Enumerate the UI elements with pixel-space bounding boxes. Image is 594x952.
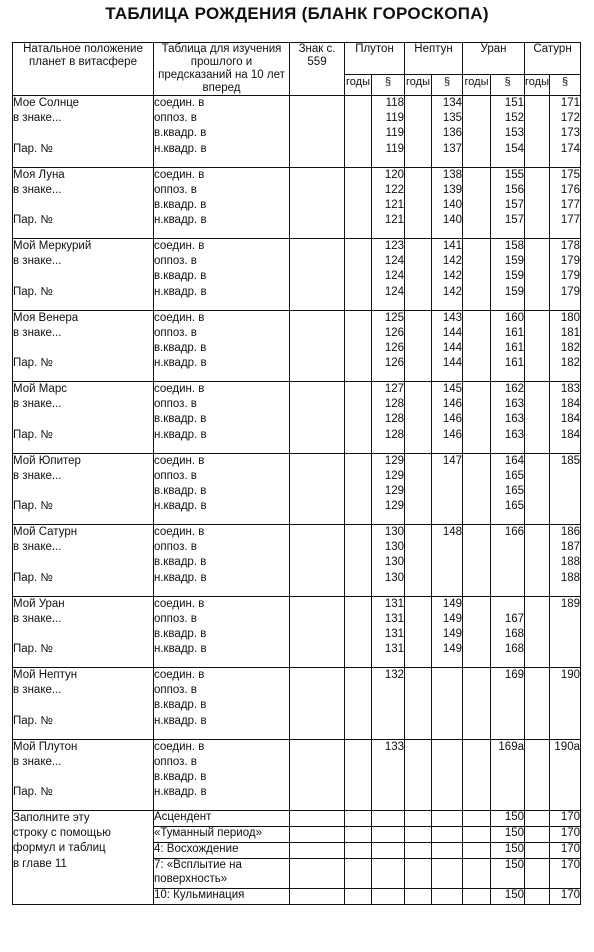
footer-instructions: Заполните эту строку с помощью формул и таблиц в главе 11 <box>13 811 154 905</box>
planet-block-row <box>13 453 581 525</box>
neptune-years-cell <box>405 843 432 859</box>
saturn-sections: 190 <box>550 668 581 740</box>
uranus-sections: 158 159 159 159 <box>491 239 525 311</box>
sign-cell <box>290 382 345 454</box>
neptune-section-cell <box>432 843 463 859</box>
neptune-years-header: годы <box>405 74 432 95</box>
neptune-years-cell <box>405 811 432 827</box>
pluto-years-cell <box>345 843 372 859</box>
neptune-sections: 149 149 149 149 <box>432 596 463 668</box>
pluto-years-cell <box>345 596 372 668</box>
sign-cell <box>290 167 345 239</box>
neptune-sections: 141 142 142 142 <box>432 239 463 311</box>
planet-label: Мой Меркурий в знаке... Пар. № <box>13 239 154 311</box>
saturn-years-cell <box>525 827 550 843</box>
pluto-years-header: годы <box>345 74 372 95</box>
planet-label: Мой Нептун в знаке... Пар. № <box>13 668 154 740</box>
uranus-section-header: § <box>491 74 525 95</box>
neptune-section-cell <box>432 889 463 905</box>
pluto-sections: 125 126 126 126 <box>372 310 405 382</box>
saturn-sections: 183 184 184 184 <box>550 382 581 454</box>
neptune-years-cell <box>405 525 432 597</box>
pluto-years-cell <box>345 811 372 827</box>
saturn-years-cell <box>525 96 550 168</box>
saturn-years-cell <box>525 859 550 889</box>
pluto-sections: 130 130 130 130 <box>372 525 405 597</box>
saturn-section-cell: 170 <box>550 843 581 859</box>
neptune-section-cell <box>432 859 463 889</box>
saturn-sections: 175 176 177 177 <box>550 167 581 239</box>
sign-cell <box>290 739 345 811</box>
planet-block-row <box>13 167 581 239</box>
sign-cell <box>290 596 345 668</box>
neptune-sections: 143 144 144 144 <box>432 310 463 382</box>
sign-cell <box>290 889 345 905</box>
uranus-sections: 169 <box>491 668 525 740</box>
pluto-years-cell <box>345 827 372 843</box>
planet-label: Моя Луна в знаке... Пар. № <box>13 167 154 239</box>
neptune-sections: 134 135 136 137 <box>432 96 463 168</box>
header-forecast-table: Таблица для изучения прошлого и предсказаний на 10 лет вперед <box>154 43 290 96</box>
pluto-section-header: § <box>372 74 405 95</box>
pluto-years-cell <box>345 382 372 454</box>
uranus-sections: 160 161 161 161 <box>491 310 525 382</box>
neptune-years-cell <box>405 889 432 905</box>
pluto-section-cell <box>372 843 405 859</box>
uranus-sections: 162 163 163 163 <box>491 382 525 454</box>
uranus-years-header: годы <box>463 74 491 95</box>
neptune-sections: 138 139 140 140 <box>432 167 463 239</box>
sign-cell <box>290 827 345 843</box>
saturn-section-cell: 170 <box>550 859 581 889</box>
neptune-section-header: § <box>432 74 463 95</box>
sign-cell <box>290 668 345 740</box>
header-pluto: Плутон <box>345 43 405 75</box>
uranus-sections: 151 152 153 154 <box>491 96 525 168</box>
aspect-list: соедин. в oппоз. в в.квадр. в н.квадр. в <box>154 596 290 668</box>
saturn-sections: 190а <box>550 739 581 811</box>
planet-label: Моя Венера в знаке... Пар. № <box>13 310 154 382</box>
neptune-years-cell <box>405 453 432 525</box>
neptune-section-cell <box>432 811 463 827</box>
planet-block-row <box>13 310 581 382</box>
planet-label: Мой Сатурн в знаке... Пар. № <box>13 525 154 597</box>
sign-cell <box>290 239 345 311</box>
header-neptune: Нептун <box>405 43 463 75</box>
footer-aspect: 7: «Всплытие на поверхность» <box>154 859 290 889</box>
uranus-years-cell <box>463 811 491 827</box>
pluto-sections: 127 128 128 128 <box>372 382 405 454</box>
uranus-years-cell <box>463 453 491 525</box>
aspect-list: соедин. в oппоз. в в.квадр. в н.квадр. в <box>154 668 290 740</box>
neptune-years-cell <box>405 827 432 843</box>
sign-cell <box>290 843 345 859</box>
planet-block-row <box>13 525 581 597</box>
uranus-years-cell <box>463 167 491 239</box>
neptune-years-cell <box>405 596 432 668</box>
pluto-sections: 133 <box>372 739 405 811</box>
uranus-years-cell <box>463 310 491 382</box>
saturn-sections: 180 181 182 182 <box>550 310 581 382</box>
planet-label: Мой Марс в знаке... Пар. № <box>13 382 154 454</box>
planet-block-row <box>13 239 581 311</box>
uranus-years-cell <box>463 859 491 889</box>
aspect-list: соедин. в oппоз. в в.квадр. в н.квадр. в <box>154 96 290 168</box>
sign-cell <box>290 453 345 525</box>
pluto-years-cell <box>345 167 372 239</box>
pluto-sections: 123 124 124 124 <box>372 239 405 311</box>
header-natal-position: Натальное положение планет в витасфере <box>13 43 154 96</box>
neptune-years-cell <box>405 859 432 889</box>
saturn-sections: 189 <box>550 596 581 668</box>
saturn-years-cell <box>525 739 550 811</box>
neptune-sections <box>432 739 463 811</box>
saturn-years-cell <box>525 811 550 827</box>
uranus-section-cell: 150 <box>491 859 525 889</box>
uranus-years-cell <box>463 239 491 311</box>
saturn-section-cell: 170 <box>550 889 581 905</box>
uranus-years-cell <box>463 668 491 740</box>
neptune-years-cell <box>405 239 432 311</box>
saturn-section-cell: 170 <box>550 811 581 827</box>
neptune-years-cell <box>405 668 432 740</box>
pluto-years-cell <box>345 96 372 168</box>
uranus-sections: 167 168 168 <box>491 596 525 668</box>
pluto-sections: 129 129 129 129 <box>372 453 405 525</box>
neptune-years-cell <box>405 310 432 382</box>
uranus-years-cell <box>463 96 491 168</box>
pluto-sections: 131 131 131 131 <box>372 596 405 668</box>
neptune-sections: 147 <box>432 453 463 525</box>
neptune-sections: 145 146 146 146 <box>432 382 463 454</box>
neptune-years-cell <box>405 739 432 811</box>
uranus-section-cell: 150 <box>491 889 525 905</box>
uranus-years-cell <box>463 525 491 597</box>
planet-block-row <box>13 668 581 740</box>
uranus-section-cell: 150 <box>491 843 525 859</box>
neptune-sections: 148 <box>432 525 463 597</box>
aspect-list: соедин. в oппоз. в в.квадр. в н.квадр. в <box>154 239 290 311</box>
planet-label: Мое Солнце в знаке... Пар. № <box>13 96 154 168</box>
saturn-years-header: годы <box>525 74 550 95</box>
pluto-years-cell <box>345 668 372 740</box>
saturn-years-cell <box>525 668 550 740</box>
horoscope-table <box>12 42 581 905</box>
pluto-section-cell <box>372 827 405 843</box>
sign-cell <box>290 310 345 382</box>
saturn-sections: 171 172 173 174 <box>550 96 581 168</box>
planet-block-row <box>13 382 581 454</box>
sign-cell <box>290 859 345 889</box>
planet-label: Мой Юпитер в знаке... Пар. № <box>13 453 154 525</box>
saturn-years-cell <box>525 453 550 525</box>
uranus-section-cell: 150 <box>491 811 525 827</box>
pluto-section-cell <box>372 889 405 905</box>
sign-cell <box>290 96 345 168</box>
footer-aspect: Асцендент <box>154 811 290 827</box>
uranus-sections: 155 156 157 157 <box>491 167 525 239</box>
aspect-list: соедин. в oппоз. в в.квадр. в н.квадр. в <box>154 453 290 525</box>
pluto-years-cell <box>345 889 372 905</box>
saturn-years-cell <box>525 382 550 454</box>
saturn-section-header: § <box>550 74 581 95</box>
planet-label: Мой Плутон в знаке... Пар. № <box>13 739 154 811</box>
aspect-list: соедин. в oппоз. в в.квадр. в н.квадр. в <box>154 310 290 382</box>
saturn-years-cell <box>525 525 550 597</box>
neptune-sections <box>432 668 463 740</box>
saturn-sections: 178 179 179 179 <box>550 239 581 311</box>
saturn-years-cell <box>525 239 550 311</box>
header-sign: Знак с. 559 <box>290 43 345 96</box>
uranus-years-cell <box>463 889 491 905</box>
header-saturn: Сатурн <box>525 43 581 75</box>
aspect-list: соедин. в oппоз. в в.квадр. в н.квадр. в <box>154 167 290 239</box>
sign-cell <box>290 525 345 597</box>
pluto-sections: 120 122 121 121 <box>372 167 405 239</box>
header-row <box>13 43 581 75</box>
planet-label: Мой Уран в знаке... Пар. № <box>13 596 154 668</box>
pluto-years-cell <box>345 859 372 889</box>
planet-block-row <box>13 96 581 168</box>
planet-block-row <box>13 739 581 811</box>
aspect-list: соедин. в oппоз. в в.квадр. в н.квадр. в <box>154 739 290 811</box>
pluto-years-cell <box>345 739 372 811</box>
aspect-list: соедин. в oппоз. в в.квадр. в н.квадр. в <box>154 382 290 454</box>
uranus-years-cell <box>463 827 491 843</box>
saturn-sections: 186 187 188 188 <box>550 525 581 597</box>
uranus-years-cell <box>463 382 491 454</box>
uranus-years-cell <box>463 739 491 811</box>
uranus-years-cell <box>463 596 491 668</box>
planet-block-row <box>13 596 581 668</box>
saturn-years-cell <box>525 889 550 905</box>
pluto-sections: 118 119 119 119 <box>372 96 405 168</box>
saturn-years-cell <box>525 310 550 382</box>
pluto-sections: 132 <box>372 668 405 740</box>
saturn-years-cell <box>525 167 550 239</box>
saturn-years-cell <box>525 843 550 859</box>
uranus-sections: 166 <box>491 525 525 597</box>
uranus-sections: 164 165 165 165 <box>491 453 525 525</box>
footer-row <box>13 811 581 827</box>
saturn-section-cell: 170 <box>550 827 581 843</box>
pluto-years-cell <box>345 239 372 311</box>
saturn-years-cell <box>525 596 550 668</box>
uranus-years-cell <box>463 843 491 859</box>
pluto-section-cell <box>372 859 405 889</box>
neptune-years-cell <box>405 382 432 454</box>
uranus-sections: 169а <box>491 739 525 811</box>
neptune-years-cell <box>405 96 432 168</box>
footer-aspect: «Туманный период» <box>154 827 290 843</box>
saturn-sections: 185 <box>550 453 581 525</box>
pluto-years-cell <box>345 310 372 382</box>
pluto-section-cell <box>372 811 405 827</box>
pluto-years-cell <box>345 453 372 525</box>
footer-aspect: 10: Кульминация <box>154 889 290 905</box>
sign-cell <box>290 811 345 827</box>
table-body <box>13 96 581 905</box>
page-title: ТАБЛИЦА РОЖДЕНИЯ (БЛАНК ГОРОСКОПА) <box>105 4 489 23</box>
neptune-years-cell <box>405 167 432 239</box>
uranus-section-cell: 150 <box>491 827 525 843</box>
footer-aspect: 4: Восхождение <box>154 843 290 859</box>
pluto-years-cell <box>345 525 372 597</box>
neptune-section-cell <box>432 827 463 843</box>
header-uranus: Уран <box>463 43 525 75</box>
aspect-list: соедин. в oппоз. в в.квадр. в н.квадр. в <box>154 525 290 597</box>
